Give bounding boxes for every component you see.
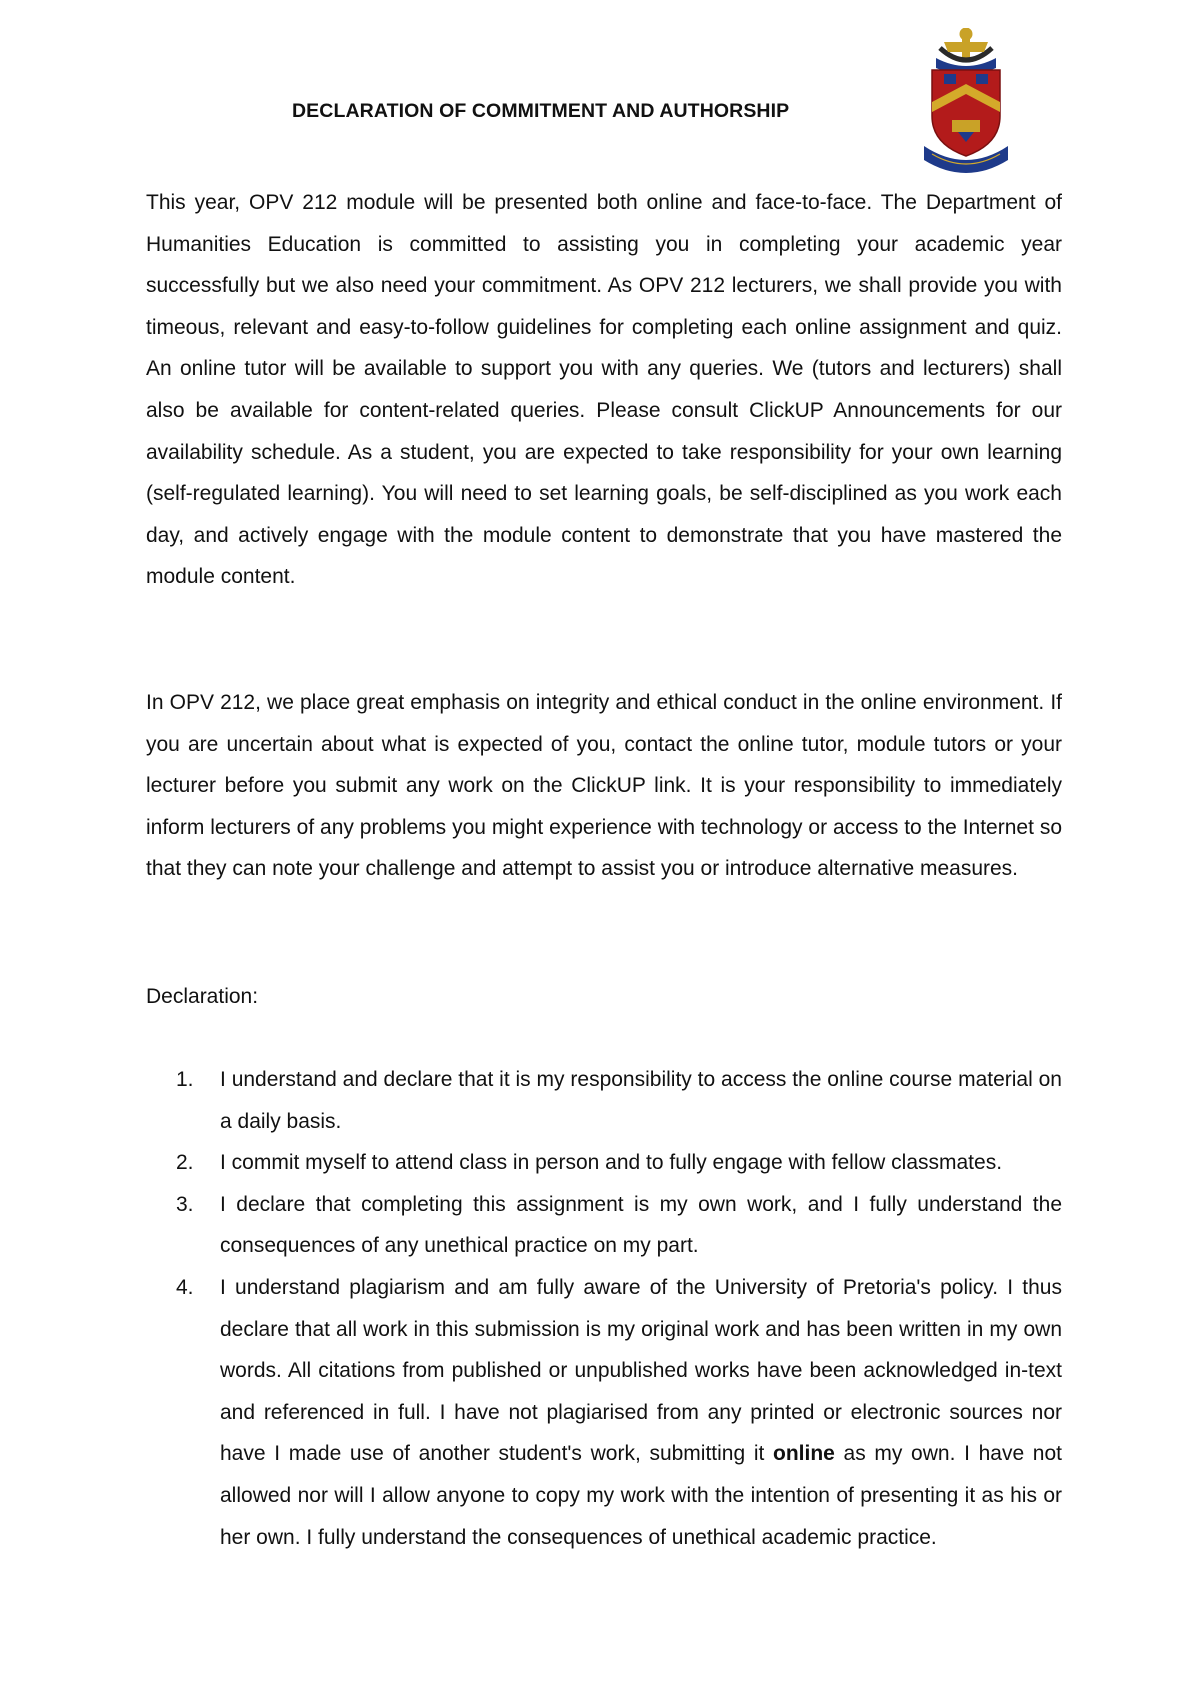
integrity-paragraph: In OPV 212, we place great emphasis on integrity and ethical conduct in the online environment. If you are uncertain about what is expected of you, contact the online tutor, module tutors or your lecturer before you submit any work on the ClickUP link. It is your responsibility to immediately inform lecturers of any problems you might experience with technology or access to the Internet so that they can note your challenge and attempt to assist you or introduce alternative measures. [146,691,1062,881]
declaration-item-text: I declare that completing this assignment is my own work, and I fully understand the consequences of any unethical practice on my part. [220,1192,1062,1258]
declaration-item-text-end: as my own. I have not allowed nor will I allow anyone to copy my work with the intention of presenting it as his or her own. I fully understand the consequences of unethical academic practice. [220,1442,1062,1549]
declaration-item-text: I understand and declare that it is my responsibility to access the online course material on a daily basis. [220,1068,1062,1133]
declaration-item-emphasis: online [773,1442,835,1466]
declaration-item-number: 2. [176,1151,194,1175]
document-title: DECLARATION OF COMMITMENT AND AUTHORSHIP [292,100,790,122]
declaration-item-number: 3. [176,1192,194,1216]
crest-anchor [936,29,996,75]
declaration-label: Declaration: [146,985,259,1008]
intro-paragraph: This year, OPV 212 module will be presented both online and face-to-face. The Department of Humanities Education is committed to assisting you in completing your academic year successfully but we also need your commitment. As OPV 212 lecturers, we shall provide you with timeous, relevant and easy-to-follow guidelines for completing each online assignment and quiz. An online tutor will be available to support you with any queries. We (tutors and lecturers) shall also be available for content-related queries. Please consult ClickUP Announcements for our availability schedule. As a student, you are expected to take responsibility for your own learning (self-regulated learning). You will need to set learning goals, be self-disciplined as you work each day, and actively engage with the module content to demonstrate that you have mastered the module content. [146,191,1062,589]
declaration-item [146,1059,1062,1142]
declaration-item [146,1142,1062,1184]
declaration-item-text: I commit myself to attend class in person and to fully engage with fellow classmates. [220,1151,1003,1175]
declaration-item-number: 1. [176,1068,194,1091]
declaration-list [146,1059,1062,1558]
crest-shield [932,70,1000,156]
declaration-item [146,1184,1062,1267]
declaration-item [146,1267,1062,1558]
declaration-item-number: 4. [176,1275,194,1299]
declaration-item-text-start: I understand plagiarism and am fully aware of the University of Pretoria's policy. I thus declare that all work in this submission is my original work and has been written in my own words. All citations from published or unpublished works have been acknowledged in-text and referenced in full. I have not plagiarised from any printed or electronic sources nor have I made use of another student's work, submitting it [220,1275,1062,1466]
university-crest-icon [918,28,1014,178]
